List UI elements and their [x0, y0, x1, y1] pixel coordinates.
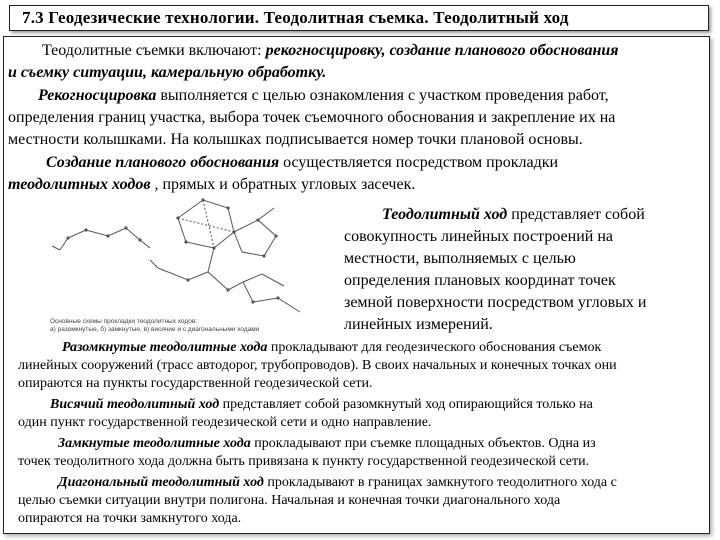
closed-line-1 — [58, 435, 596, 453]
open-line-3: опираются на пункты государственной геодезической сети. — [18, 376, 373, 391]
closed-line-2: точек теодолитного хода должна быть привязана к пункту государственной геодезической сети. — [18, 454, 590, 469]
hanging-term: Висячий теодолитный ход — [50, 397, 220, 412]
title-box — [9, 5, 709, 31]
hanging-line-2: один пункт государственной геодезической сети и одно направление. — [18, 415, 432, 430]
traverse-line-5: земной поверхности посредством угловых и — [344, 294, 647, 311]
open-term: Разомкнутые теодолитные хода — [62, 340, 268, 355]
intro-emphasis: рекогносцировку, создание планового обоснования — [265, 42, 619, 59]
traverse-line-3: местности, выполняемых с целью — [344, 250, 576, 267]
creation-line-1 — [46, 152, 558, 173]
slide-title: 7.3 Геодезические технологии. Теодолитная съемка. Теодолитный ход — [22, 8, 569, 27]
open-text: прокладывают для геодезического обоснования съемок — [267, 340, 602, 355]
figure-caption-line-1: Основные схемы прокладки теодолитных ходов: — [50, 318, 198, 325]
open-line-2: линейных сооружений (трасс автодорог, трубопроводов). В своих начальных и конечных точках они — [18, 358, 617, 373]
diagonal-line-3: опираются на точки замкнутого хода. — [18, 511, 242, 526]
intro-text: Теодолитные съемки включают: — [42, 42, 266, 59]
recon-line-1 — [38, 85, 609, 106]
hanging-line-1 — [50, 396, 593, 414]
creation-text-2: , прямых и обратных угловых засечек. — [150, 176, 416, 193]
diagonal-text: прокладывают в границах замкнутого теодолитного хода с — [263, 475, 617, 490]
recon-text: выполняется с целью ознакомления с участком проведения работ, — [156, 87, 609, 104]
figure-caption — [50, 318, 259, 334]
closed-term: Замкнутые теодолитные хода — [58, 436, 251, 451]
traverse-text: представляет собой — [507, 206, 645, 223]
figure-caption-line-2: а) разомкнутые, б) замкнутые, в) висячие и с диагональными ходами — [50, 326, 260, 333]
recon-line-3: местности колышками. На колышках подписывается номер точки плановой основы. — [8, 131, 583, 148]
hanging-text: представляет собой разомкнутый ход опирающийся только на — [219, 397, 593, 412]
intro-line-1 — [42, 40, 618, 61]
traverse-line-4: определения плановых координат точек — [344, 272, 616, 289]
diagonal-line-1 — [58, 474, 617, 492]
open-line-1 — [62, 339, 601, 357]
creation-term: Создание планового обоснования — [46, 154, 280, 171]
traverse-line-1 — [382, 204, 645, 225]
diagonal-term: Диагональный теодолитный ход — [58, 475, 264, 490]
recon-term: Рекогносцировка — [38, 87, 157, 104]
traverse-term: Теодолитный ход — [382, 206, 508, 223]
traverse-line-2: совокупность линейных построений на — [344, 228, 613, 245]
creation-term-2: теодолитных ходов — [8, 176, 151, 193]
diagonal-line-2: целью съемки ситуации внутри полигона. Начальная и конечная точки диагонального хода — [18, 493, 561, 508]
creation-text: осуществляется посредством прокладки — [279, 154, 559, 171]
intro-line-2: и съемку ситуации, камеральную обработку. — [8, 64, 327, 81]
closed-text: прокладывают при съемке площадных объектов. Одна из — [250, 436, 596, 451]
recon-line-2: определения границ участка, выбора точек съемочного обоснования и закрепление их на — [8, 109, 616, 126]
traverse-line-6: линейных измерений. — [344, 316, 493, 333]
